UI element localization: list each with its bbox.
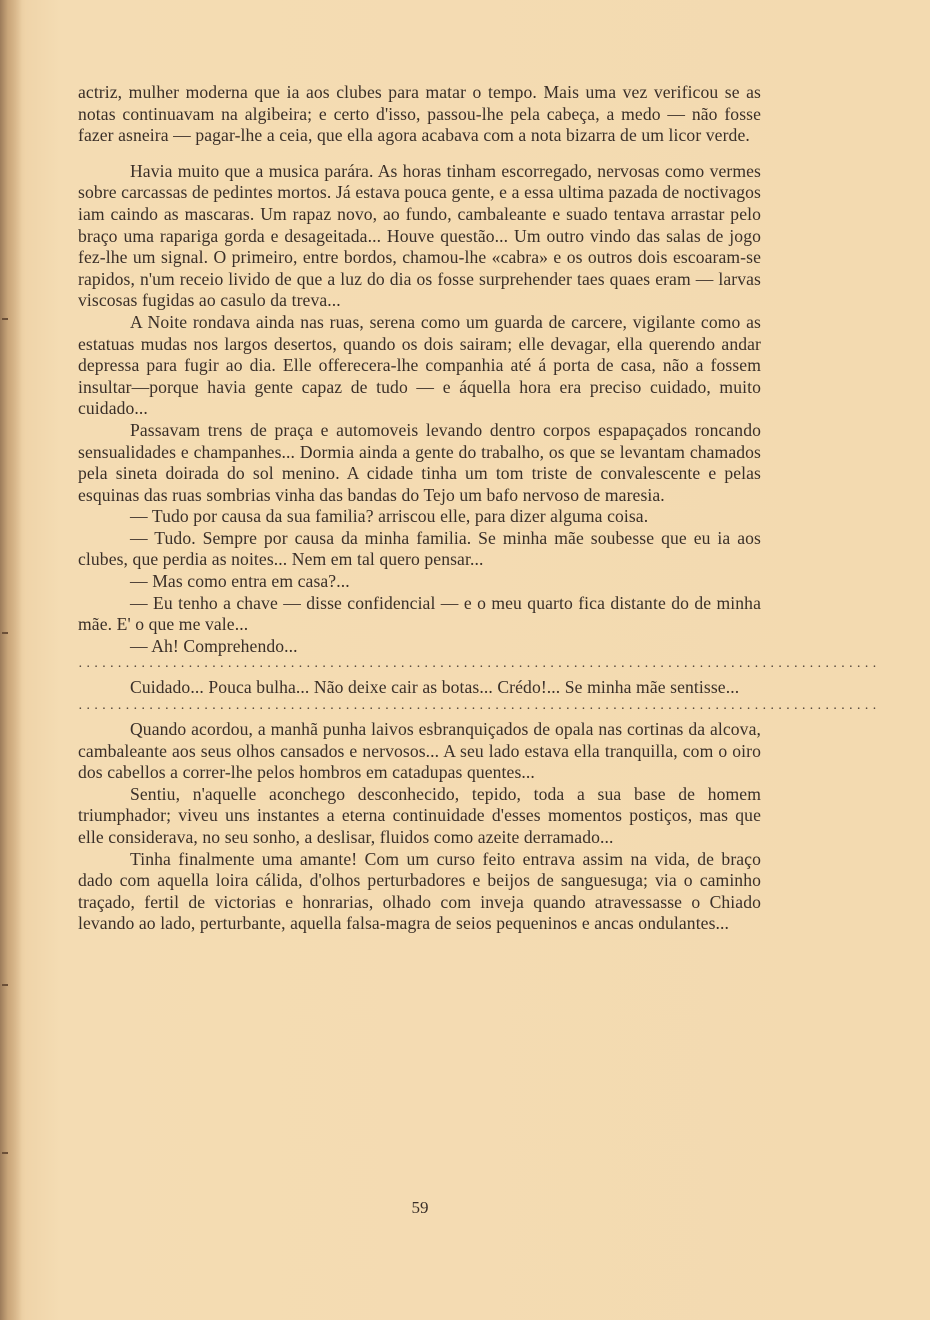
- spine-mark: [2, 632, 8, 634]
- paragraph: Quando acordou, a manhã punha laivos esbranquiçados de opala nas cortinas da alcova, cambaleante aos seus olhos cansados e nervosos... A seu lado estava ella tranquilla, com o oiro dos cabellos a correr-lhe pelos hombros em catadupas quentes...: [78, 719, 761, 783]
- dialogue-line: — Ah! Comprehendo...: [130, 635, 298, 656]
- page-text-block: [78, 82, 880, 935]
- paragraph: Tinha finalmente uma amante! Com um curso feito entrava assim na vida, de braço dado com aquella loira cálida, d'olhos perturbadores e beijos de sanguesuga; via o caminho traçado, fertil de victorias e honrarias, olhado com inveja quando atravessasse o Chiado levando ao lado, perturbante, aquella falsa-magra de seios pequeninos e ancas ondulantes...: [78, 848, 761, 934]
- dialogue-line: — Tudo. Sempre por causa da minha familia. Se minha mãe soubesse que eu ia aos clubes, que perdia as noites... Nem em tal quero pensar...: [78, 527, 761, 570]
- dialogue-line: — Mas como entra em casa?...: [130, 571, 350, 592]
- ellipsis-separator: ······································································································: [78, 702, 880, 718]
- paragraph: Cuidado... Pouca bulha... Não deixe cair as botas... Crédo!... Se minha mãe sentisse...: [130, 677, 740, 698]
- ellipsis-separator: ······································································································: [78, 660, 880, 676]
- paragraph: Havia muito que a musica parára. As horas tinham escorregado, nervosas como vermes sobre carcassas de pedintes mortos. Já estava pouca gente, e a essa ultima pazada de noctivagos iam caindo as mascaras. Um rapaz novo, ao fundo, cambaleante e suado tentava arrastar pelo braço uma rapariga gorda e desageitada... Houve questão... Um outro vindo das salas de jogo fez-lhe um signal. O primeiro, entre bordos, chamou-lhe «cabra» e os outros dois escoaram-se rapidos, n'um receio livido de que a luz do dia os fosse surprehender taes quaes eram — larvas viscosas fugidas ao casulo da treva...: [78, 160, 761, 311]
- paragraph: actriz, mulher moderna que ia aos clubes para matar o tempo. Mais uma vez verificou se as notas continuavam na algibeira; e certo d'isso, passou-lhe pela cabeça, a medo — não fosse fazer asneira — pagar-lhe a ceia, que ella agora acabava com a nota bizarra de um licor verde.: [78, 82, 761, 146]
- spine-mark: [2, 984, 8, 986]
- paragraph: Passavam trens de praça e automoveis levando dentro corpos espapaçados roncando sensualidades e champanhes... Dormia ainda a gente do trabalho, os que se levantam chamados pela sineta doirada do sol menino. A cidade tinha um tom triste de convalescente e pelas esquinas das ruas sombrias vinha das bandas do Tejo um bafo nervoso de maresia.: [78, 419, 761, 505]
- page-number: 59: [411, 1198, 429, 1217]
- dialogue-line: — Eu tenho a chave — disse confidencial — e o meu quarto fica distante do de minha mãe. E' o que me vale...: [78, 592, 761, 635]
- paragraph-gap: [78, 147, 761, 161]
- paragraph: A Noite rondava ainda nas ruas, serena como um guarda de carcere, vigilante como as estatuas mudas nos largos desertos, quando os dois sairam; elle devagar, ella querendo andar depressa para fugir ao dia. Elle offerecera-lhe companhia até á porta de casa, não a fossem insultar—porque havia gente capaz de tudo — e áquella hora era preciso cuidado, muito cuidado...: [78, 311, 761, 419]
- page-spine-shadow: [0, 0, 22, 1320]
- spine-mark: [2, 1152, 8, 1154]
- dialogue-line: — Tudo por causa da sua familia? arriscou elle, para dizer alguma coisa.: [130, 506, 649, 527]
- paragraph: Sentiu, n'aquelle aconchego desconhecido, tepido, toda a sua base de homem triumphador; viveu uns instantes a eterna continuidade d'esses momentos postiços, mas que elle considerava, no seu sonho, a deslisar, fluidos como azeite derramado...: [78, 783, 761, 847]
- spine-mark: [2, 318, 8, 320]
